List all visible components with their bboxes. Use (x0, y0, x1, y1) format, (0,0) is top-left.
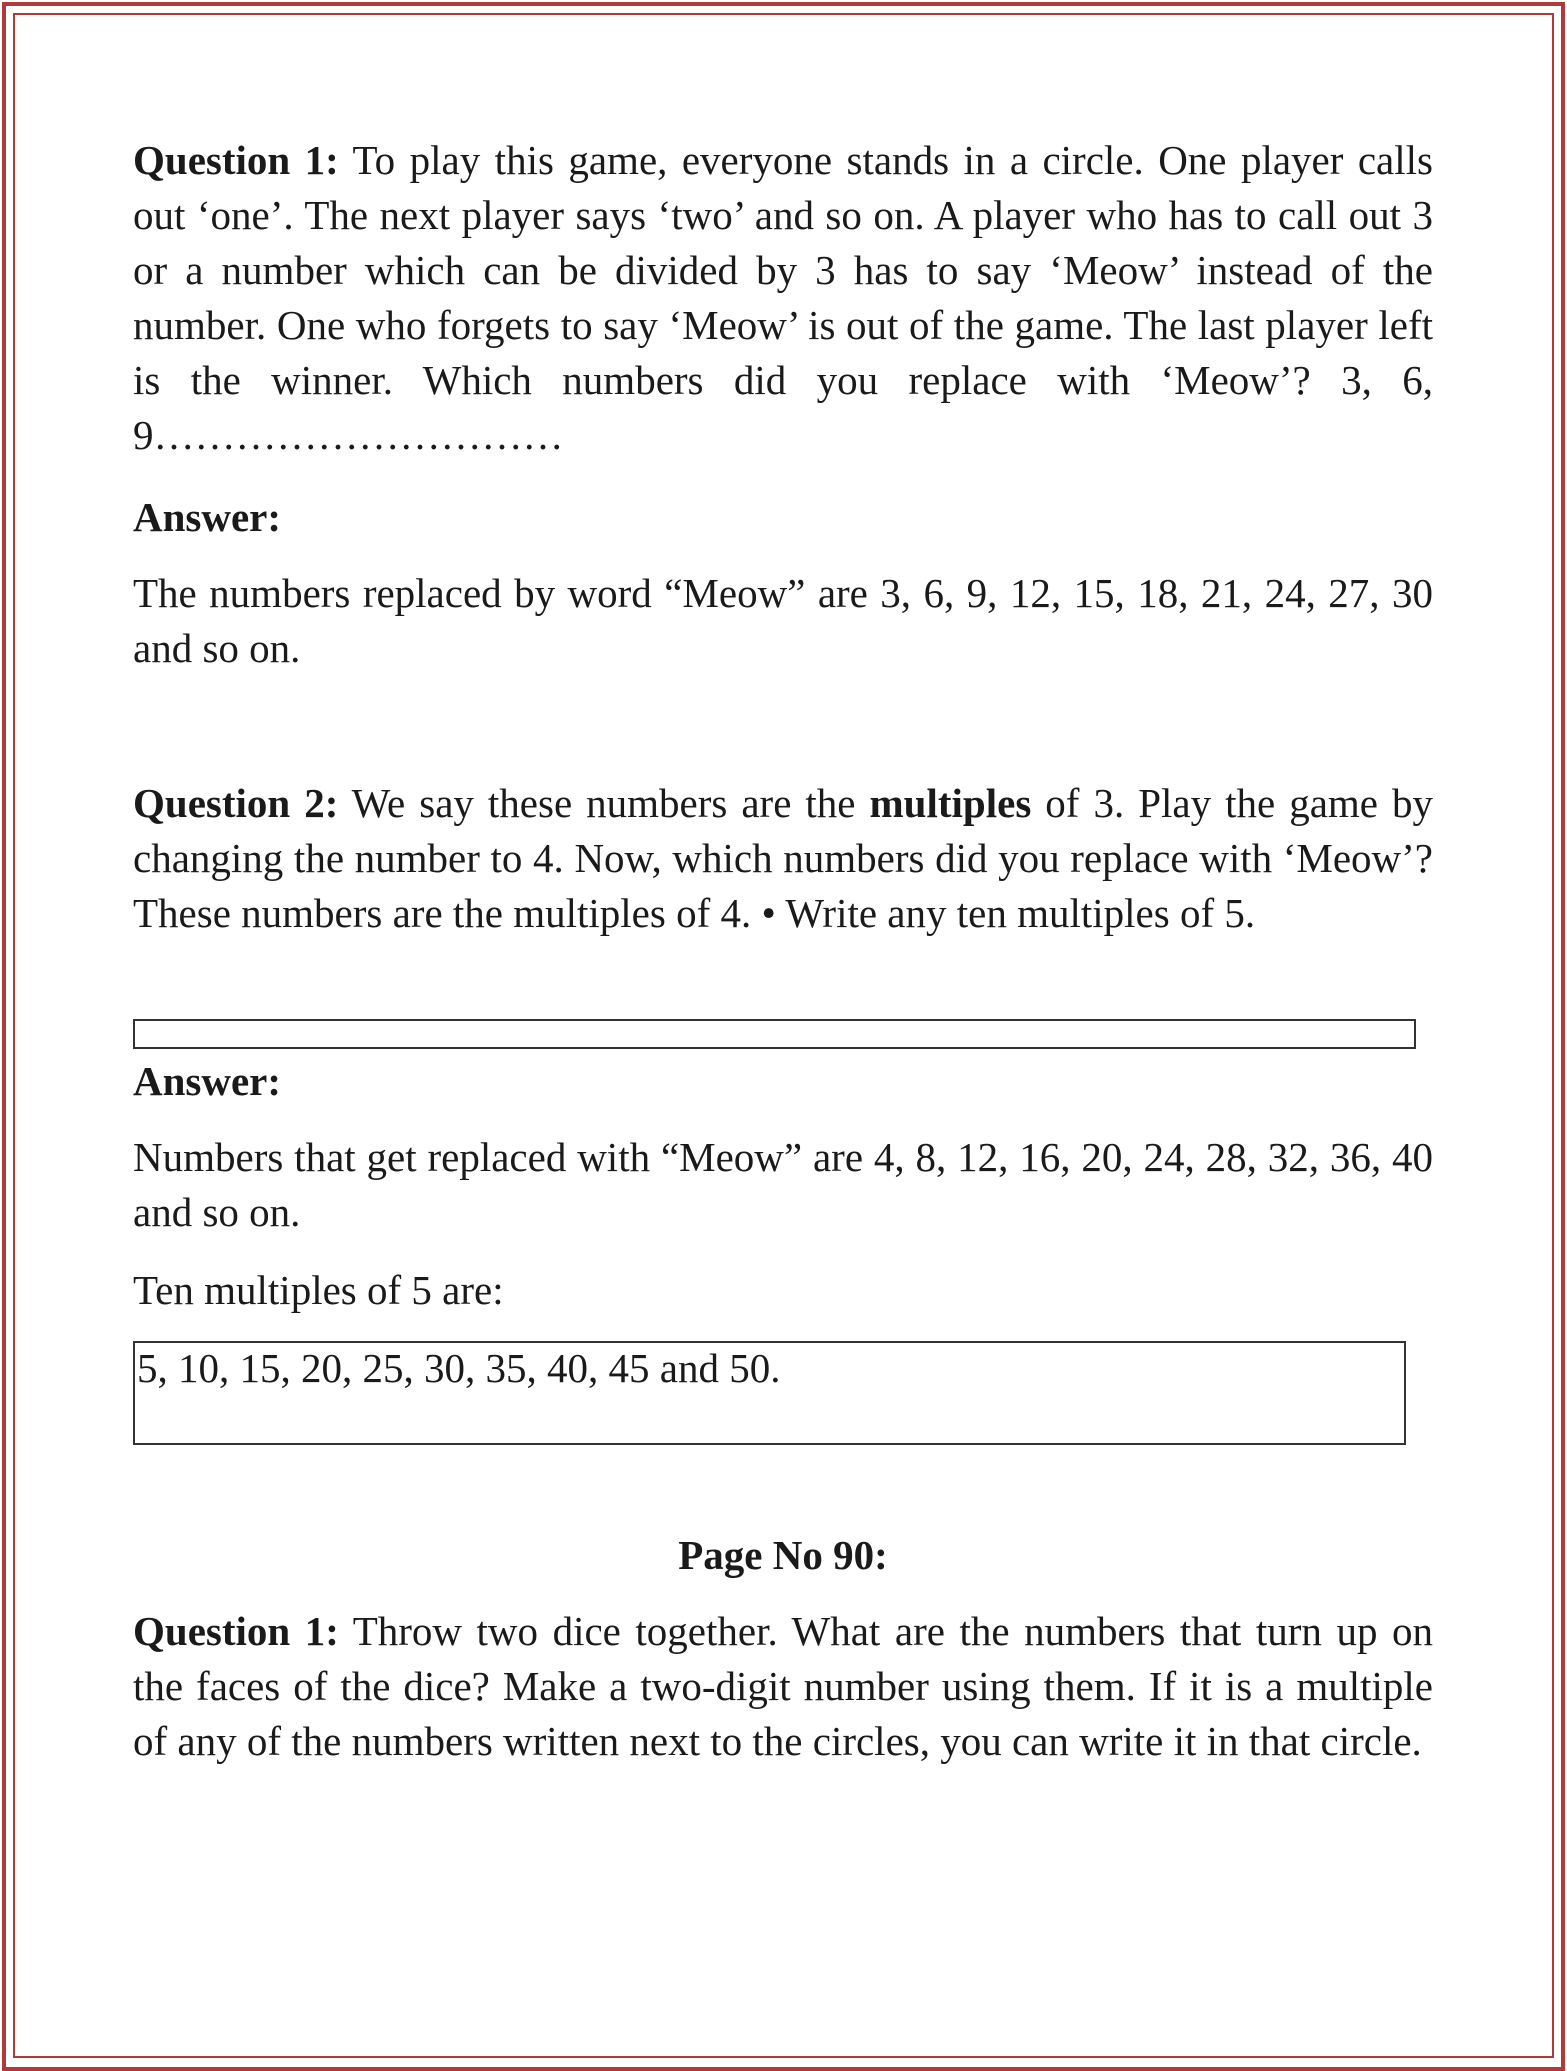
page-number-heading: Page No 90: (678, 1532, 888, 1578)
question-1-text: To play this game, everyone stands in a circle. One player calls out ‘one’. The next player says ‘two’ and so on. A player who has to call out 3 or a number which can be divided by 3 has to say ‘Meow’ instead of the number. One who forgets to say ‘Meow’ is out of the game. The last player left is the winner. Which numbers did you replace with ‘Meow’? 3, 6, 9………………………… (133, 137, 1433, 458)
question-3-text: Throw two dice together. What are the numbers that turn up on the faces of the dice? Make a two-digit number using them. If it is a multiple of any of the numbers written next to the circles, you can write it in that circle. (133, 1608, 1433, 1764)
answer-1-label: Answer: (133, 494, 282, 540)
question-1 (133, 133, 1433, 463)
answer-2-label: Answer: (133, 1058, 282, 1104)
question-2 (133, 776, 1433, 941)
multiples-of-5-text: 5, 10, 15, 20, 25, 30, 35, 40, 45 and 50. (137, 1345, 781, 1391)
question-3-label: Question 1: (133, 1608, 339, 1654)
question-3 (133, 1604, 1433, 1769)
answer-2-multiples-intro: Ten multiples of 5 are: (133, 1267, 504, 1313)
answer-1-text: The numbers replaced by word “Meow” are 3, 6, 9, 12, 15, 18, 21, 24, 27, 30 and so on. (133, 570, 1433, 671)
question-2-text-before: We say these numbers are the (338, 780, 870, 826)
question-2-text-after: of 3. Play the game by changing the number to 4. Now, which numbers did you replace with ‘Meow’? These numbers are the multiples of 4. • Write any ten multiples of 5. (133, 780, 1433, 936)
answer-2-text: Numbers that get replaced with “Meow” are 4, 8, 12, 16, 20, 24, 28, 32, 36, 40 and so on. (133, 1134, 1433, 1235)
empty-answer-box (133, 1019, 1416, 1049)
question-2-label: Question 2: (133, 780, 339, 826)
question-2-bold-word: multiples (869, 780, 1032, 826)
multiples-of-5-box (133, 1341, 1406, 1445)
question-1-label: Question 1: (133, 137, 339, 183)
